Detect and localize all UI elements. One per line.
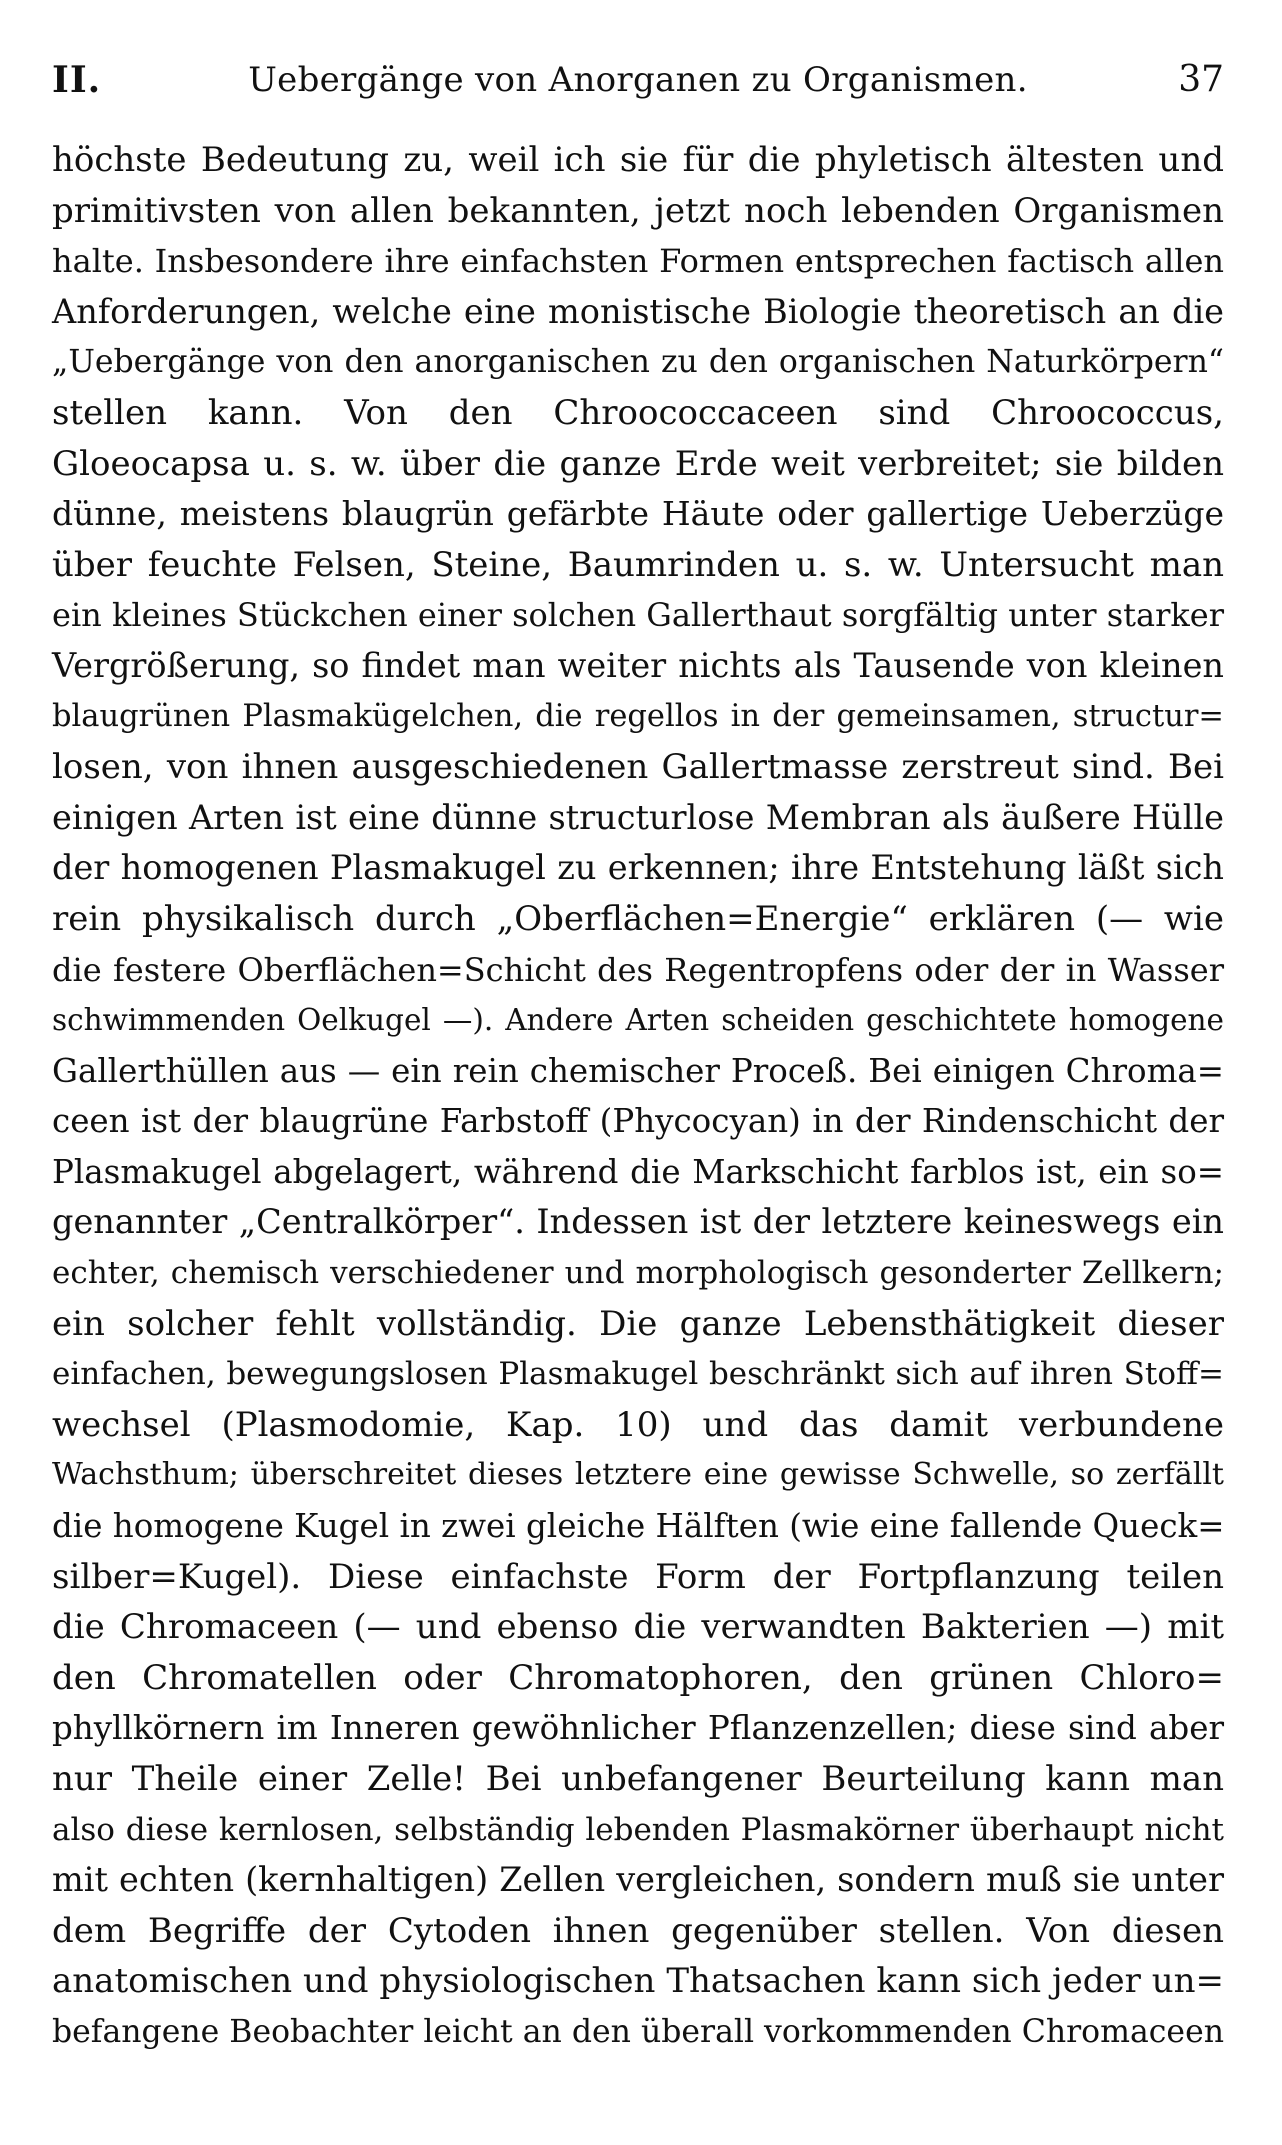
text-line: über feuchte Felsen, Steine, Baumrinden u. s. w. Untersucht man: [52, 544, 1224, 585]
text-line: befangene Beobachter leicht an den überall vorkommenden Chromaceen: [52, 2013, 1224, 2050]
text-line: die homogene Kugel in zwei gleiche Hälften (wie eine fallende Queck=: [52, 1507, 1225, 1546]
text-line: Anforderungen, welche eine monistische Biologie theoretisch an die: [52, 291, 1224, 331]
chapter-number: II.: [52, 59, 102, 101]
text-line: nur Theile einer Zelle! Bei unbefangener Beurteilung kann man: [52, 1759, 1224, 1799]
page-number: 37: [1178, 59, 1224, 100]
text-line: anatomischen und physiologischen Thatsachen kann sich jeder un=: [52, 1961, 1224, 2002]
text-line: Gloeocapsa u. s. w. über die ganze Erde weit verbreitet; sie bilden: [52, 443, 1224, 484]
text-line: wechsel (Plasmodomie, Kap. 10) und das damit verbundene: [52, 1404, 1224, 1445]
text-line: ceen ist der blaugrüne Farbstoff (Phycocyan) in der Rindenschicht der: [52, 1102, 1224, 1141]
page-header: [52, 52, 1224, 108]
text-line: Plasmakugel abgelagert, während die Markschicht farblos ist, ein so=: [52, 1152, 1224, 1191]
body-text: [52, 135, 1224, 2058]
text-line: Gallerthüllen aus — ein rein chemischer Proceß. Bei einigen Chroma=: [52, 1051, 1224, 1090]
text-line: genannter „Centralkörper“. Indessen ist der letztere keineswegs ein: [52, 1202, 1224, 1242]
text-line: schwimmenden Oelkugel —). Andere Arten scheiden geschichtete homogene: [52, 1003, 1224, 1038]
text-line: losen, von ihnen ausgeschiedenen Gallertmasse zerstreut sind. Bei: [52, 747, 1224, 788]
text-line: die Chromaceen (— und ebenso die verwandten Bakterien —) mit: [52, 1607, 1224, 1648]
text-line: echter, chemisch verschiedener und morphologisch gesonderter Zellkern;: [52, 1255, 1224, 1292]
text-line: Wachsthum; überschreitet dieses letztere eine gewisse Schwelle, so zerfällt: [52, 1457, 1224, 1493]
text-line: den Chromatellen oder Chromatophoren, den grünen Chloro=: [52, 1657, 1224, 1698]
text-line: dem Begriffe der Cytoden ihnen gegenüber stellen. Von diesen: [52, 1910, 1224, 1951]
text-line: einfachen, bewegungslosen Plasmakugel beschränkt sich auf ihren Stoff=: [52, 1356, 1224, 1393]
text-line: ein solcher fehlt vollständig. Die ganze Lebensthätigkeit dieser: [52, 1303, 1224, 1344]
running-title: Uebergänge von Anorganen zu Organismen.: [248, 60, 1028, 100]
text-line: stellen kann. Von den Chroococcaceen sind Chroococcus,: [52, 392, 1224, 433]
text-line: also diese kernlosen, selbständig lebenden Plasmakörner überhaupt nicht: [52, 1811, 1224, 1848]
text-line: rein physikalisch durch „Oberflächen=Energie“ erklären (— wie: [52, 898, 1224, 939]
text-line: ein kleines Stückchen einer solchen Gallerthaut sorgfältig unter starker: [52, 596, 1224, 635]
text-line: höchste Bedeutung zu, weil ich sie für die phyletisch ältesten und: [52, 140, 1224, 180]
text-line: Vergrößerung, so findet man weiter nichts als Tausende von kleinen: [52, 645, 1224, 685]
text-line: blaugrünen Plasmakügelchen, die regellos in der gemeinsamen, structur=: [52, 698, 1224, 734]
text-line: der homogenen Plasmakugel zu erkennen; ihre Entstehung läßt sich: [52, 848, 1224, 888]
text-line: phyllkörnern im Inneren gewöhnlicher Pflanzenzellen; diese sind aber: [52, 1709, 1224, 1748]
text-line: halte. Insbesondere ihre einfachsten Formen entsprechen factisch allen: [52, 242, 1224, 281]
text-line: mit echten (kernhaltigen) Zellen vergleichen, sondern muß sie unter: [52, 1860, 1224, 1900]
text-line: „Uebergänge von den anorganischen zu den organischen Naturkörpern“: [52, 344, 1224, 381]
text-line: dünne, meistens blaugrün gefärbte Häute oder gallertige Ueberzüge: [52, 494, 1224, 534]
text-line: silber=Kugel). Diese einfachste Form der Fortpflanzung teilen: [52, 1556, 1224, 1597]
text-line: die festere Oberflächen=Schicht des Regentropfens oder der in Wasser: [52, 950, 1224, 989]
text-line: primitivsten von allen bekannten, jetzt noch lebenden Organismen: [52, 190, 1224, 231]
text-line: einigen Arten ist eine dünne structurlose Membran als äußere Hülle: [52, 797, 1224, 837]
